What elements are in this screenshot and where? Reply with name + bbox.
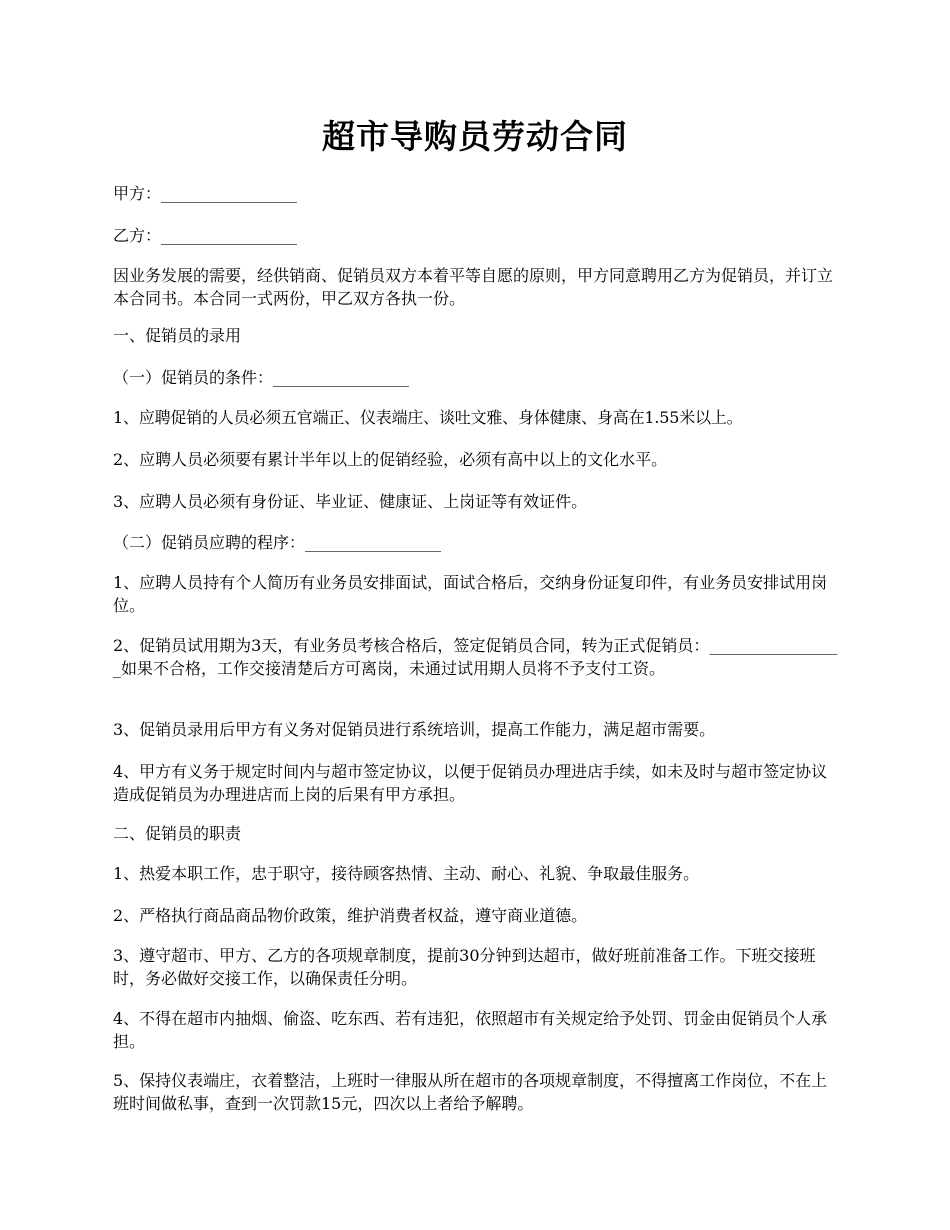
section1-sub1-item: 1、应聘促销的人员必须五官端正、仪表端庄、谈吐文雅、身体健康、身高在1.55米以上。: [113, 408, 743, 427]
section2-item: 1、热爱本职工作，忠于职守，接待顾客热情、主动、耐心、礼貌、争取最佳服务。: [113, 864, 700, 883]
section1-sub2-item: 2、促销员试用期为3天，有业务员考核合格后，签定促销员合同，转为正式促销员：_________________如果不合格，工作交接清楚后方可离岗，未通过试用期人员将不予支付工资。: [113, 636, 838, 678]
section2-item: 5、保持仪表端庄，衣着整洁，上班时一律服从所在超市的各项规章制度，不得擅离工作岗位，不在上班时间做私事，查到一次罚款15元，四次以上者给予解聘。: [113, 1071, 828, 1113]
section1-heading: 一、促销员的录用: [113, 326, 242, 345]
section1-sub1-item: 3、应聘人员必须有身份证、毕业证、健康证、上岗证等有效证件。: [113, 492, 588, 511]
section1-sub2-heading: （二）促销员应聘的程序：_________________: [113, 533, 442, 552]
section2-item: 2、严格执行商品商品物价政策，维护消费者权益，遵守商业道德。: [113, 906, 588, 925]
section2-item: 3、遵守超市、甲方、乙方的各项规章制度，提前30分钟到达超市，做好班前准备工作。下班交接班时，务必做好交接工作，以确保责任分明。: [113, 946, 816, 988]
section1-sub1-item: 2、应聘人员必须要有累计半年以上的促销经验，必须有高中以上的文化水平。: [113, 450, 668, 469]
section2-item: 4、不得在超市内抽烟、偷盗、吃东西、若有违犯，依照超市有关规定给予处罚、罚金由促销员个人承担。: [113, 1009, 828, 1051]
intro-paragraph: 因业务发展的需要，经供销商、促销员双方本着平等自愿的原则，甲方同意聘用乙方为促销员，并订立本合同书。本合同一式两份，甲乙双方各执一份。: [113, 266, 834, 308]
section1-sub2-item: 3、促销员录用后甲方有义务对促销员进行系统培训，提高工作能力，满足超市需要。: [113, 720, 716, 739]
section1-sub2-item: 1、应聘人员持有个人简历有业务员安排面试，面试合格后，交纳身份证复印件，有业务员安排试用岗位。: [113, 573, 828, 615]
section1-sub1-heading: （一）促销员的条件：_________________: [113, 368, 410, 387]
section2-heading: 二、促销员的职责: [113, 824, 242, 843]
document-title: 超市导购员劳动合同: [322, 117, 628, 156]
party-b-line: 乙方：_________________: [113, 226, 298, 245]
section1-sub2-item: 4、甲方有义务于规定时间内与超市签定协议，以便于促销员办理进店手续，如未及时与超市签定协议造成促销员为办理进店而上岗的后果有甲方承担。: [113, 762, 828, 804]
party-a-line: 甲方：_________________: [113, 184, 298, 203]
